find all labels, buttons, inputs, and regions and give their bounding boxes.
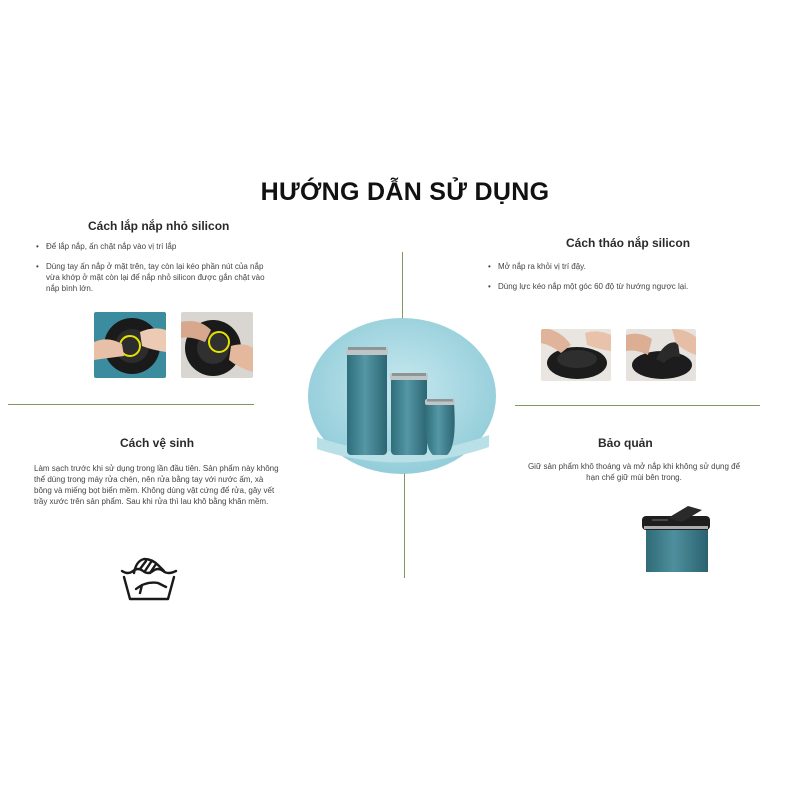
divider-vertical-top xyxy=(402,252,403,324)
cleaning-text: Làm sạch trước khi sử dụng trong lần đầu tiên. Sản phẩm này không thể dùng trong máy rửa chén, nên rửa bằng tay với nước ấm, xà bông và miếng bọt biển mềm. Không dùng vật cứng để rửa, gây vết trầy xước trên sản phẩm. Sau khi rửa thì lau khô bằng khăn mềm. xyxy=(34,464,279,506)
product-image xyxy=(307,317,497,475)
install-bullets xyxy=(36,241,276,303)
install-title: Cách lắp nắp nhỏ silicon xyxy=(88,219,230,233)
divider-horizontal-right xyxy=(515,405,760,406)
remove-title: Cách tháo nắp silicon xyxy=(566,236,691,250)
remove-photo-2 xyxy=(626,329,696,381)
divider-horizontal-left xyxy=(8,404,254,405)
install-bullet-2: • Dùng tay ấn nắp ở mặt trên, tay còn lại kéo phần nút của nắp vừa khớp ở mặt còn lại để nắp nhỏ silicon được gắn chặt vào nắp bình lớn. xyxy=(36,261,276,294)
remove-photo-1 xyxy=(541,329,611,381)
cleaning-title: Cách vệ sinh xyxy=(120,436,195,450)
remove-bullet-1: • Mở nắp ra khỏi vị trí đậy. xyxy=(488,261,748,272)
remove-bullet-2: • Dùng lực kéo nắp một góc 60 độ từ hướng ngược lại. xyxy=(488,281,748,292)
install-bullet-1: • Để lắp nắp, ấn chặt nắp vào vị trí lắp xyxy=(36,241,276,252)
install-photo-2 xyxy=(181,312,253,378)
hand-wash-icon xyxy=(118,555,180,601)
page-title: HƯỚNG DẪN SỬ DỤNG xyxy=(260,178,550,206)
divider-vertical-bottom xyxy=(404,466,405,578)
install-photo-1 xyxy=(94,312,166,378)
storage-text: Giữ sản phẩm khô thoáng và mở nắp khi không sử dụng để hạn chế giữ mùi bên trong. xyxy=(527,462,741,482)
remove-bullets xyxy=(488,261,748,301)
storage-title: Bảo quản xyxy=(598,436,653,450)
storage-cup-image xyxy=(638,506,712,572)
